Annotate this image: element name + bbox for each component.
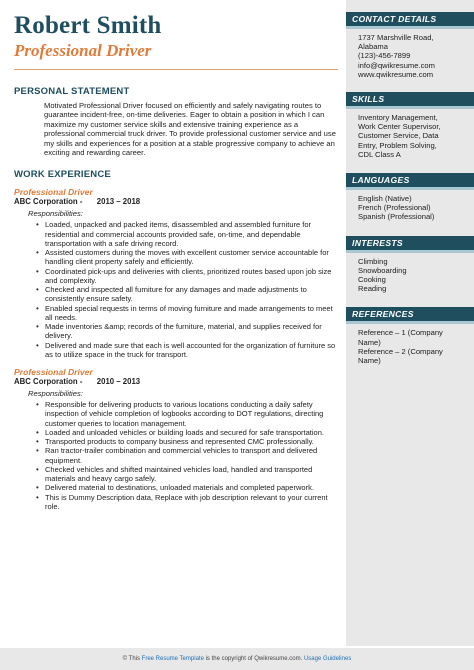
job-entry bbox=[14, 187, 338, 359]
address-line: 1737 Marshville Road, bbox=[358, 33, 434, 42]
personal-statement-title: PERSONAL STATEMENT bbox=[14, 86, 130, 97]
list-item: Reading bbox=[358, 284, 387, 294]
list-item: Climbing bbox=[358, 256, 388, 266]
list-item: • Assisted customers during the moves with excellent customer service accountable for handling client property safely and efficiently. bbox=[36, 248, 336, 267]
responsibilities-label: Responsibilities: bbox=[28, 389, 83, 399]
list-item: Name) bbox=[358, 337, 381, 347]
list-item: • Coordinated pick-ups and deliveries with clients, prioritized routes based upon job size and complexity. bbox=[36, 267, 336, 286]
list-item: • Loaded and unloaded vehicles or building loads and secured for safe transportation. bbox=[36, 428, 336, 437]
list-item: CDL Class A bbox=[358, 149, 401, 159]
sidebar bbox=[346, 0, 474, 646]
skills-title: SKILLS bbox=[346, 92, 474, 109]
responsibilities-list bbox=[14, 220, 336, 359]
list-item: Snowboarding bbox=[358, 265, 407, 275]
free-resume-template-link[interactable]: Free Resume Template bbox=[141, 656, 204, 662]
job-dates: 2010 – 2013 bbox=[96, 377, 141, 387]
interests-list bbox=[346, 253, 474, 294]
list-item: Entry, Problem Solving, bbox=[358, 140, 437, 150]
list-item: Reference – 1 (Company bbox=[358, 328, 443, 338]
list-item: • Made inventories &amp; records of the furniture, material, and supplies received for delivery. bbox=[36, 322, 336, 341]
contact-details bbox=[346, 29, 474, 79]
list-item: • Transported products to company business and represented CMC professionally. bbox=[36, 437, 336, 446]
references-list bbox=[346, 324, 474, 365]
job-dates: 2013 – 2018 bbox=[96, 197, 141, 207]
list-item: Name) bbox=[358, 356, 381, 366]
list-item: French (Professional) bbox=[358, 203, 431, 213]
list-item: • Enabled special requests in terms of moving furniture and made arrangements to meet all needs. bbox=[36, 304, 336, 323]
list-item: Customer Service, Data bbox=[358, 131, 439, 141]
footer bbox=[0, 648, 474, 670]
languages-title: LANGUAGES bbox=[346, 173, 474, 190]
website-link[interactable]: www.qwikresume.com bbox=[358, 69, 434, 79]
list-item: Work Center Supervisor, bbox=[358, 122, 441, 132]
list-item: Inventory Management, bbox=[358, 113, 438, 123]
job-title: Professional Driver bbox=[14, 367, 93, 378]
header-divider bbox=[14, 69, 338, 70]
job-company-line bbox=[14, 377, 338, 387]
main-column bbox=[14, 12, 338, 511]
list-item: • Ran tractor-trailer combination and commercial vehicles to transport and delivered equipment. bbox=[36, 446, 336, 465]
list-item: Reference – 2 (Company bbox=[358, 346, 443, 356]
list-item: • This is Dummy Description data, Replace with job description relevant to your current role. bbox=[36, 493, 336, 512]
list-item: English (Native) bbox=[358, 194, 412, 204]
job-company: ABC Corporation - bbox=[14, 197, 83, 207]
list-item: • Delivered and made sure that each is well accounted for the organization of furniture so as to utilize space in the truck for transport. bbox=[36, 341, 336, 360]
job-title: Professional Driver bbox=[14, 187, 93, 198]
address-line: Alabama bbox=[358, 42, 388, 52]
list-item: • Delivered material to destinations, unloaded materials and completed paperwork. bbox=[36, 483, 336, 492]
responsibilities-label: Responsibilities: bbox=[28, 209, 83, 219]
interests-title: INTERESTS bbox=[346, 236, 474, 253]
languages-list bbox=[346, 190, 474, 222]
references-title: REFERENCES bbox=[346, 307, 474, 324]
email-link[interactable]: info@qwikresume.com bbox=[358, 60, 435, 70]
responsibilities-list bbox=[14, 400, 336, 511]
footer-middle: is the copyright of Qwikresume.com. bbox=[203, 656, 304, 662]
list-item: Cooking bbox=[358, 275, 386, 285]
list-item: • Checked vehicles and shifted maintained vehicles load, handled and transported materials and heavy cargo safely. bbox=[36, 465, 336, 484]
list-item: • Loaded, unpacked and packed items, disassembled and assembled furniture for residential and commercial accounts provided safe, on-time, and dependable transportation with a safe driving record. bbox=[36, 220, 336, 248]
job-company-line bbox=[14, 197, 338, 207]
list-item: Spanish (Professional) bbox=[358, 212, 435, 222]
skills-list bbox=[346, 109, 474, 159]
work-experience-title: WORK EXPERIENCE bbox=[14, 169, 111, 181]
phone-number: (123)-456-7899 bbox=[358, 51, 411, 61]
job-company: ABC Corporation - bbox=[14, 377, 83, 387]
contact-details-title: CONTACT DETAILS bbox=[346, 12, 474, 29]
job-entry bbox=[14, 367, 338, 511]
footer-prefix: © This bbox=[122, 656, 142, 662]
candidate-name: Robert Smith bbox=[14, 12, 162, 39]
personal-statement-text: Motivated Professional Driver focused on efficiently and safely navigating routes to guarantee incident-free, on-time deliveries. Eager to obtain a position in which I can maximize my customer service skills and extensive training experience as a professional commercial truck driver. To provide professional customer service and use my skills and experiences for a position at a stable progressive company to achieve an exciting and rewarding career. bbox=[44, 101, 336, 158]
list-item: • Responsible for delivering products to various locations conducting a daily safety inspection of vehicle completion of logbooks according to DOT regulations, directing customer queries to location management. bbox=[36, 400, 336, 428]
list-item: • Checked and inspected all furniture for any damages and made adjustments to consistently ensure safety. bbox=[36, 285, 336, 304]
usage-guidelines-link[interactable]: Usage Guidelines bbox=[303, 656, 352, 662]
candidate-role: Professional Driver bbox=[14, 41, 152, 60]
